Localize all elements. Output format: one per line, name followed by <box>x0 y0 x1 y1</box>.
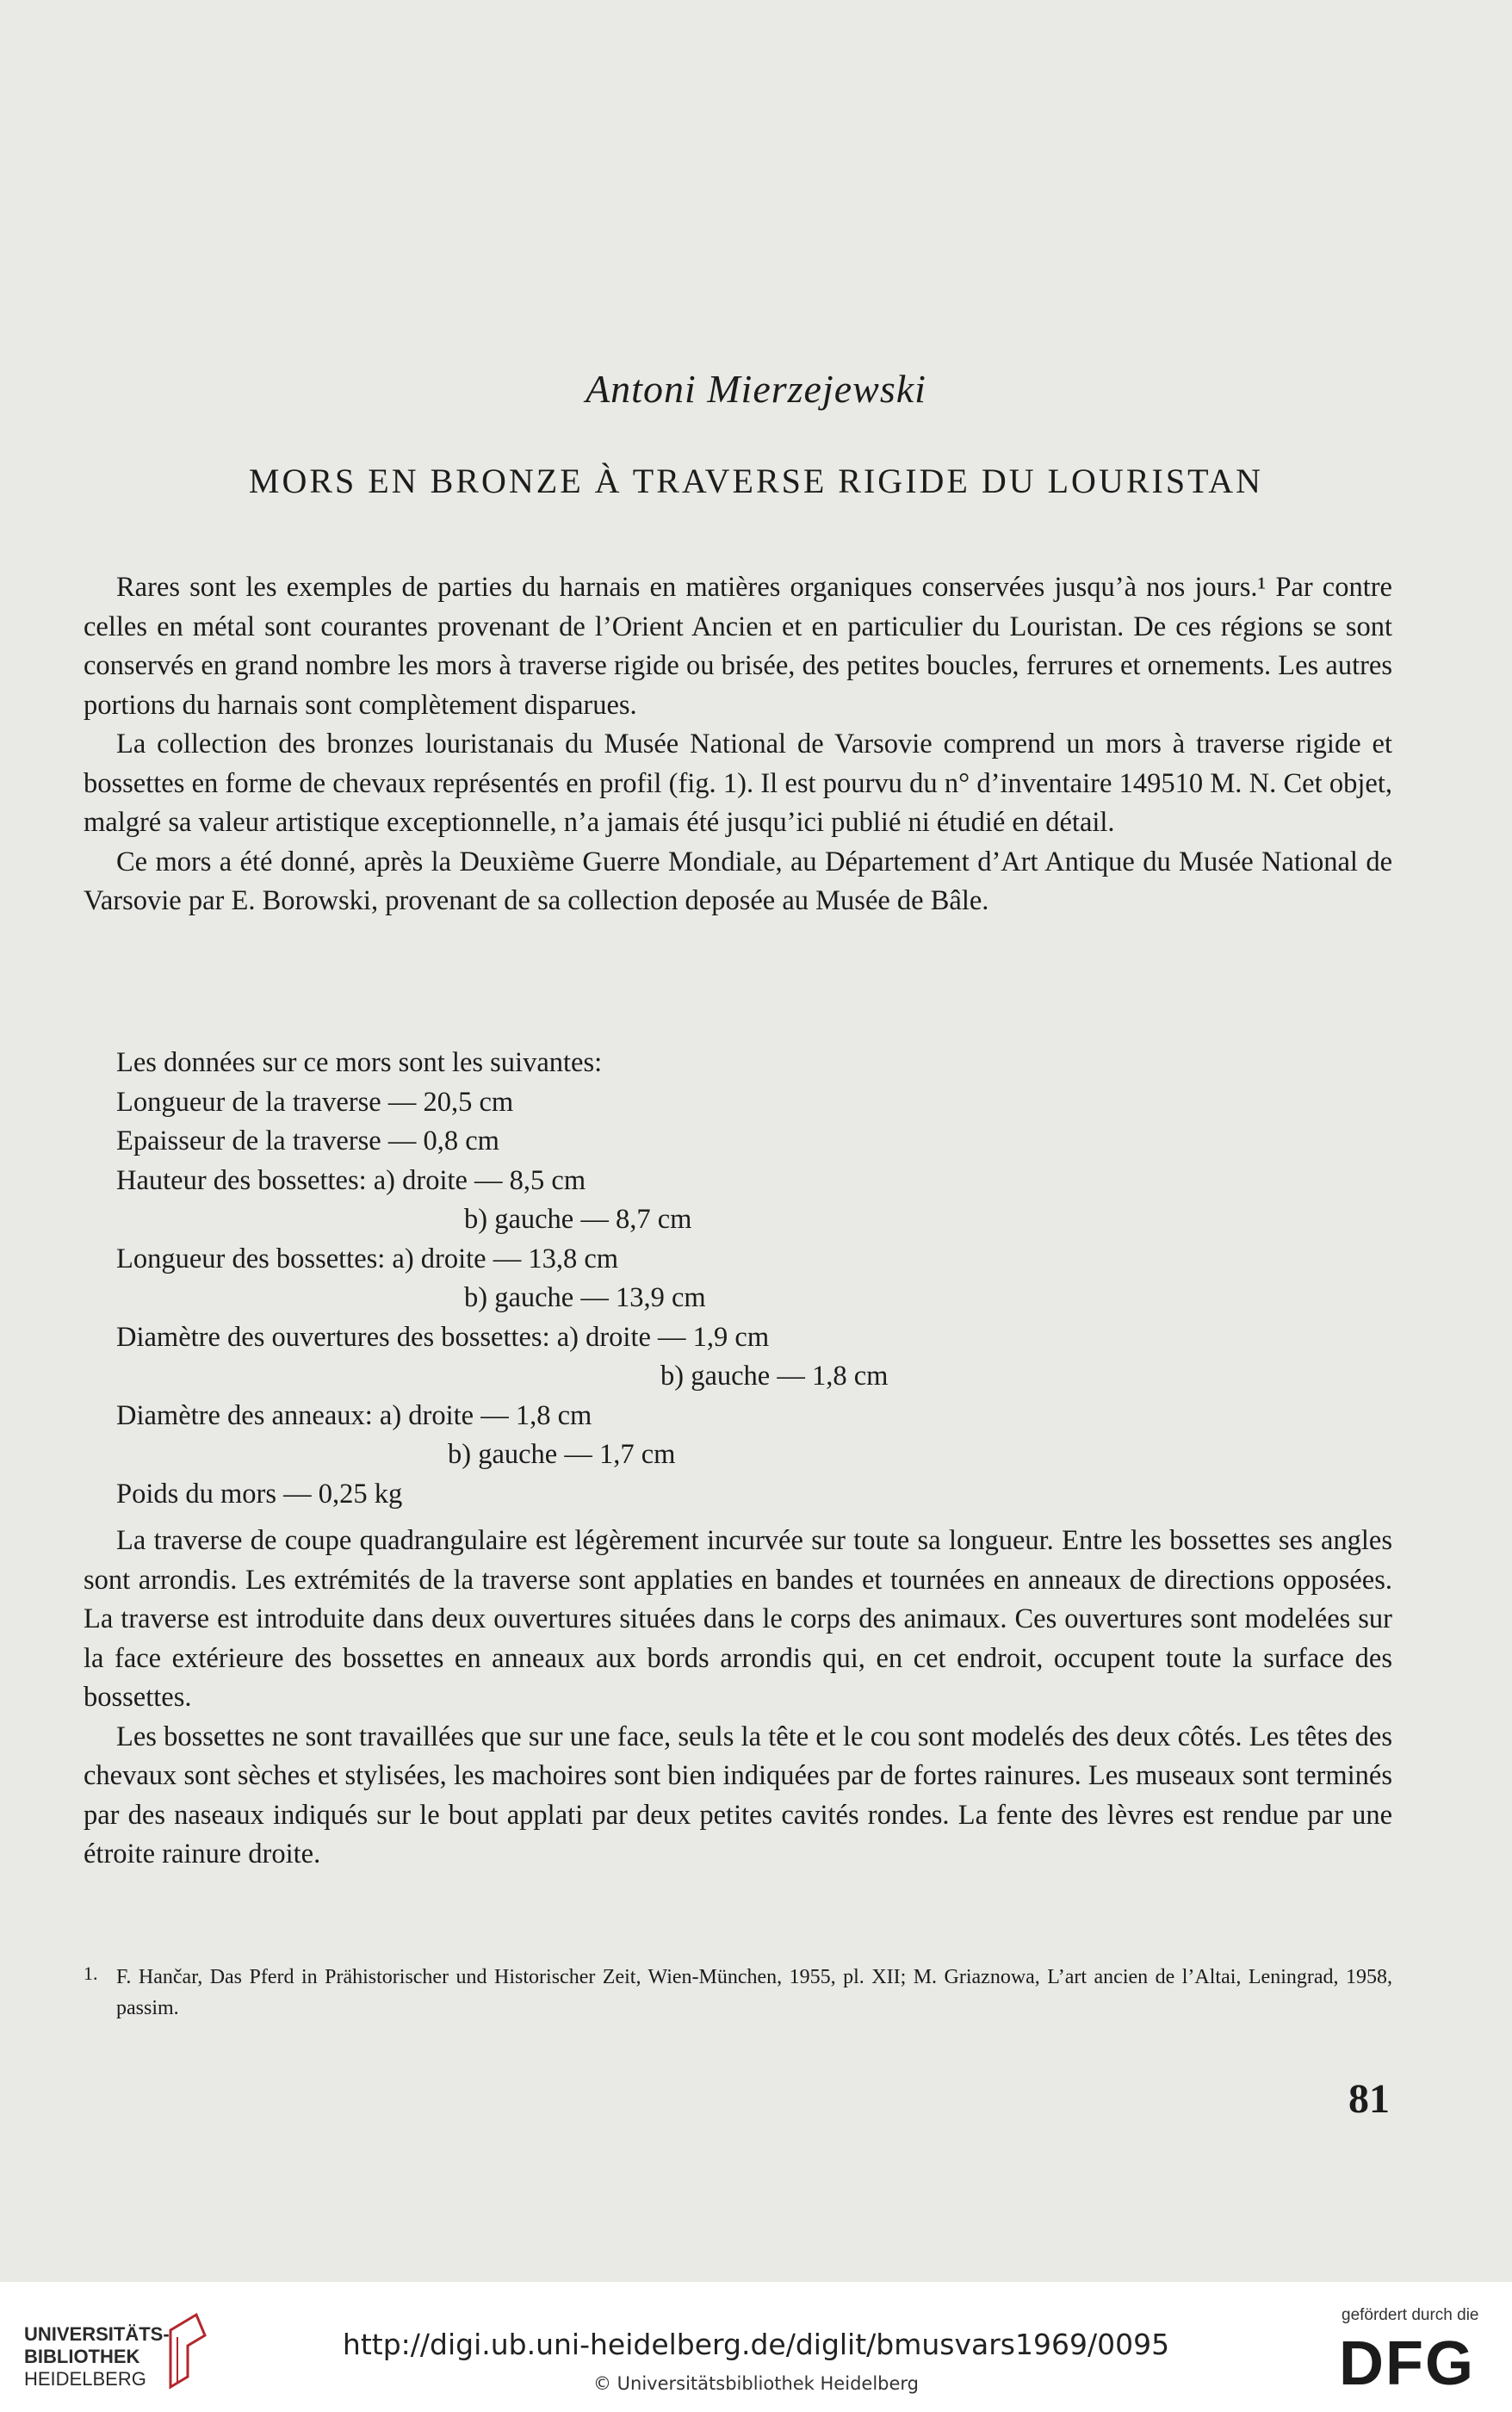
measurement-line: b) gauche — 1,7 cm <box>448 1439 676 1470</box>
description-paragraphs <box>84 1522 1392 1875</box>
paragraph: La traverse de coupe quadrangulaire est légèrement incurvée sur toute sa longueur. Entre les bossettes ses angles sont arrondis. Les extrémités de la traverse sont applaties en bandes et tournées en anneaux de directions opposées. La traverse est introduite dans deux ouvertures situées dans le corps des animaux. Ces ouvertures sont modelées sur la face extérieure des bossettes en anneaux aux bords arrondis qui, en cet endroit, occupent toute la surface des bossettes. <box>84 1525 1392 1713</box>
measurement-line: Longueur des bossettes: a) droite — 13,8 cm <box>116 1243 619 1274</box>
funding-label: gefördert durch die <box>1342 2306 1479 2324</box>
copyright-notice: © Universitätsbibliothek Heidelberg <box>592 2373 919 2394</box>
library-line: BIBLIOTHEK <box>24 2346 140 2367</box>
measurement-line: b) gauche — 13,9 cm <box>464 1282 706 1313</box>
dfg-logo[interactable]: DFG <box>1339 2329 1475 2398</box>
source-url-link[interactable]: http://digi.ub.uni-heidelberg.de/diglit/bmusvars1969/0095 <box>342 2328 1170 2361</box>
footnote-number: 1. <box>84 1962 98 1984</box>
footnote-text: F. Hančar, Das Pferd in Prähistorischer und Historischer Zeit, Wien-München, 1955, pl. XII; M. Griaznowa, L’art ancien de l’Altai, Leningrad, 1958, passim. <box>116 1966 1392 2019</box>
measurement-line: b) gauche — 1,8 cm <box>660 1361 889 1392</box>
measurement-line: Diamètre des ouvertures des bossettes: a) droite — 1,9 cm <box>116 1322 770 1353</box>
intro-paragraphs <box>84 568 1392 921</box>
paragraph: La collection des bronzes louristanais du Musée National de Varsovie comprend un mors à traverse rigide et bossettes en forme de chevaux représentés en profil (fig. 1). Il est pourvu du n° d’inventaire 149510 M. N. Cet objet, malgré sa valeur artistique exceptionnelle, n’a jamais été jusqu’ici publié ni étudié en détail. <box>84 729 1392 838</box>
article-author: Antoni Mierzejewski <box>586 367 926 411</box>
article-title: MORS EN BRONZE À TRAVERSE RIGIDE DU LOURISTAN <box>248 462 1264 500</box>
measurement-line: b) gauche — 8,7 cm <box>464 1204 692 1235</box>
paragraph: Rares sont les exemples de parties du harnais en matières organiques conservées jusqu’à nos jours.¹ Par contre celles en métal sont courantes provenant de l’Orient Ancien et en particulier du Louristan. De ces régions se sont conservés en grand nombre les mors à traverse rigide ou brisée, des petites boucles, ferrures et ornements. Les autres portions du harnais sont complètement disparues. <box>84 572 1392 721</box>
footnote <box>84 1962 1392 2024</box>
page-number: 81 <box>1348 2076 1390 2122</box>
measurement-line: Longueur de la traverse — 20,5 cm <box>116 1087 514 1118</box>
measurement-line: Epaisseur de la traverse — 0,8 cm <box>116 1125 499 1156</box>
measurement-line: Hauteur des bossettes: a) droite — 8,5 cm <box>116 1165 586 1196</box>
library-line: HEIDELBERG <box>24 2368 146 2390</box>
paragraph: Les bossettes ne sont travaillées que sur une face, seuls la tête et le cou sont modelés des deux côtés. Les têtes des chevaux sont sèches et stylisées, les machoires sont bien indiquées par de fortes rainures. Les museaux sont terminés par des naseaux indiqués sur le bout applati par deux petites cavités rondes. La fente des lèvres est rendue par une étroite rainure droite. <box>84 1721 1392 1869</box>
paragraph: Ce mors a été donné, après la Deuxième Guerre Mondiale, au Département d’Art Antique du Musée National de Varsovie par E. Borowski, provenant de sa collection deposée au Musée de Bâle. <box>84 846 1392 916</box>
library-line: UNIVERSITÄTS- <box>24 2323 170 2345</box>
measurement-line: Diamètre des anneaux: a) droite — 1,8 cm <box>116 1400 592 1431</box>
measurement-line: Poids du mors — 0,25 kg <box>116 1479 403 1510</box>
measurement-line: Les données sur ce mors sont les suivantes: <box>116 1047 603 1078</box>
